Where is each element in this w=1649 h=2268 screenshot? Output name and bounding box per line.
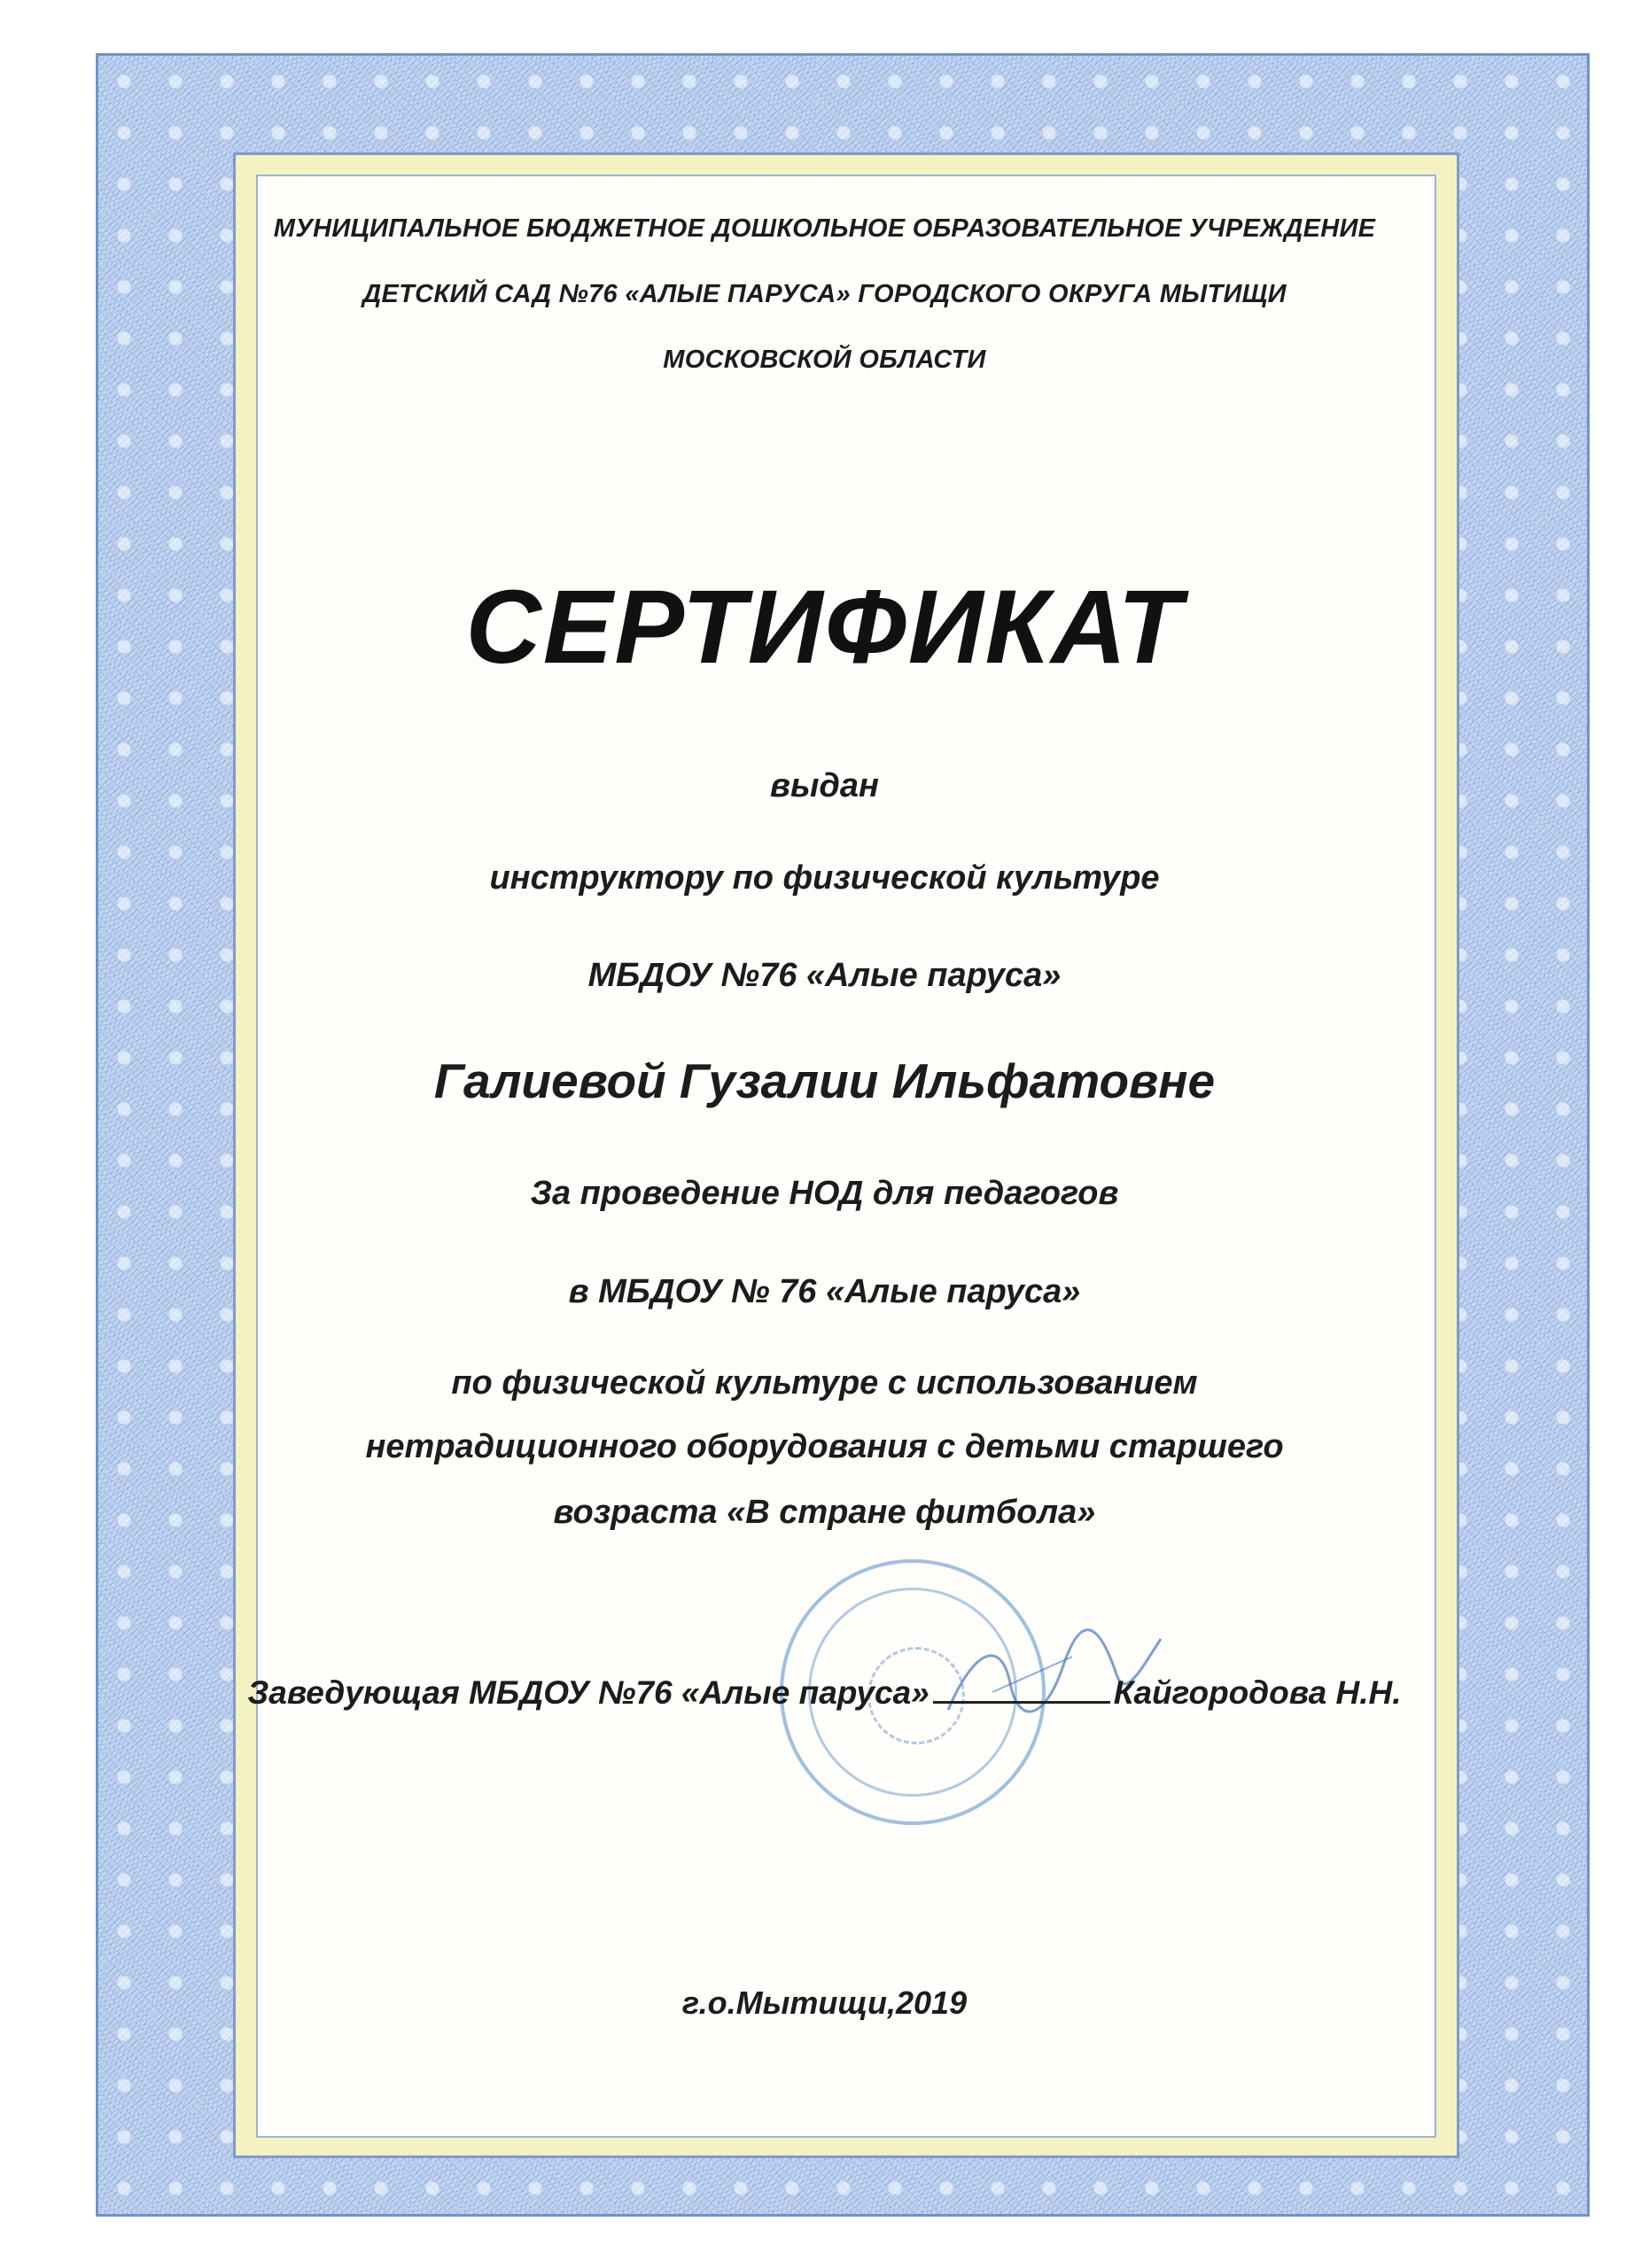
reason-line-4: нетрадиционного оборудования с детьми старшего xyxy=(365,1428,1284,1465)
recipient-role: инструктору по физической культуре xyxy=(489,859,1160,897)
recipient-name: Галиевой Гузалии Ильфатовне xyxy=(433,1053,1216,1108)
signatory-name: Кайгородова Н.Н. xyxy=(1113,1674,1402,1711)
header-line-1: МУНИЦИПАЛЬНОЕ БЮДЖЕТНОЕ ДОШКОЛЬНОЕ ОБРАЗОВАТЕЛЬНОЕ УЧРЕЖДЕНИЕ xyxy=(273,214,1376,243)
header-line-2: ДЕТСКИЙ САД №76 «АЛЫЕ ПАРУСА» ГОРОДСКОГО ОКРУГА МЫТИЩИ xyxy=(362,280,1287,308)
signatory-position: Заведующая МБДОУ №76 «Алые паруса» xyxy=(247,1674,930,1711)
issued-label: выдан xyxy=(770,767,879,804)
header-line-3: МОСКОВСКОЙ ОБЛАСТИ xyxy=(663,346,986,374)
signature-line xyxy=(0,1674,1649,1712)
signature-blank xyxy=(933,1676,1110,1704)
certificate-title: СЕРТИФИКАТ xyxy=(465,569,1184,686)
place-year: г.о.Мытищи,2019 xyxy=(681,1984,968,2021)
reason-line-2: в МБДОУ № 76 «Алые паруса» xyxy=(568,1273,1081,1310)
reason-line-1: За проведение НОД для педагогов xyxy=(530,1175,1119,1212)
reason-line-5: возраста «В стране фитбола» xyxy=(553,1494,1096,1531)
recipient-org: МБДОУ №76 «Алые паруса» xyxy=(587,957,1062,994)
certificate-paper xyxy=(256,175,1436,2138)
reason-line-3: по физической культуре с использованием xyxy=(451,1364,1198,1402)
